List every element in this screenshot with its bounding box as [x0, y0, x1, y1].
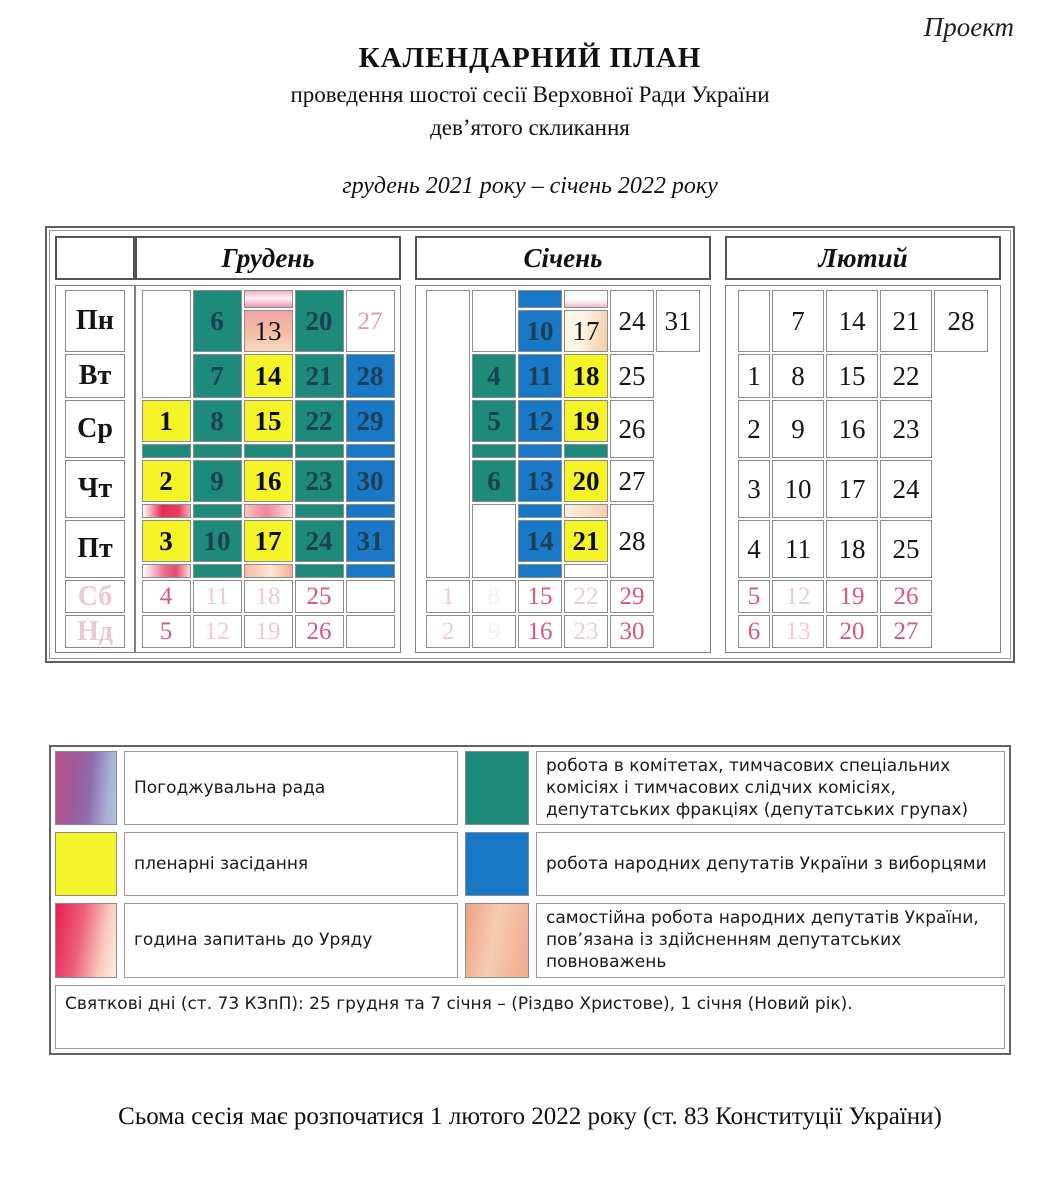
activity-band — [346, 504, 395, 518]
day-number: 20 — [572, 465, 600, 496]
activity-band — [244, 444, 293, 458]
day-number: 27 — [893, 618, 919, 645]
day-cell — [472, 615, 516, 648]
day-number: 5 — [159, 618, 173, 645]
day-number: 19 — [839, 583, 865, 610]
activity-band — [295, 564, 344, 578]
weekday-label-Чт: Чт — [65, 460, 125, 518]
month-header-february: Лютий — [725, 236, 1001, 280]
activity-band — [564, 444, 608, 458]
day-cell — [295, 520, 344, 562]
activity-band — [193, 444, 242, 458]
day-cell — [518, 615, 562, 648]
day-number: 28 — [947, 305, 975, 336]
day-cell — [880, 354, 932, 398]
calendar-table — [45, 226, 1015, 663]
day-cell — [518, 580, 562, 613]
day-number: 5 — [747, 583, 761, 610]
day-cell — [244, 580, 293, 613]
day-cell — [426, 615, 470, 648]
day-cell — [564, 520, 608, 562]
day-number: 23 — [892, 413, 920, 444]
day-number: 10 — [784, 473, 812, 504]
day-number: 15 — [527, 583, 553, 610]
activity-band — [142, 504, 191, 518]
day-number: 14 — [526, 525, 554, 556]
day-cell — [518, 400, 562, 442]
weekday-label-Нд: Нд — [65, 615, 125, 648]
day-number: 21 — [572, 525, 600, 556]
day-number: 8 — [210, 405, 224, 436]
page-title: КАЛЕНДАРНИЙ ПЛАН — [358, 42, 702, 74]
corner-box — [55, 236, 135, 280]
activity-band — [295, 504, 344, 518]
day-cell — [772, 400, 824, 458]
empty-cell — [142, 290, 191, 398]
day-number: 6 — [747, 618, 761, 645]
activity-band — [244, 564, 293, 578]
day-number: 11 — [785, 533, 811, 564]
holiday-note: Святкові дні (ст. 73 КЗпП): 25 грудня та 7 січня – (Різдво Христове), 1 січня (Новий рік). — [55, 985, 1005, 1049]
day-number: 20 — [839, 618, 865, 645]
day-number: 17 — [838, 473, 866, 504]
activity-band — [142, 444, 191, 458]
day-number: 29 — [356, 405, 384, 436]
month-header-december: Грудень — [135, 236, 401, 280]
day-number: 18 — [838, 533, 866, 564]
legend-swatch-plenary — [55, 832, 117, 896]
day-number: 21 — [892, 305, 920, 336]
activity-band — [346, 444, 395, 458]
day-number: 28 — [618, 525, 646, 556]
activity-band — [518, 504, 562, 518]
day-cell — [518, 354, 562, 398]
empty-cell — [472, 290, 516, 352]
day-cell — [826, 354, 878, 398]
day-number: 26 — [893, 583, 919, 610]
day-cell — [426, 580, 470, 613]
page-subtitle-line2: дев’ятого скликання — [430, 115, 630, 140]
column-separator — [401, 285, 415, 653]
column-separator — [711, 236, 725, 280]
day-number: 3 — [747, 473, 761, 504]
day-number: 24 — [305, 525, 333, 556]
day-cell — [142, 520, 191, 562]
day-number: 3 — [159, 525, 173, 556]
legend-label: робота в комітетах, тимчасових спеціальних комісіях і тимчасових слідчих комісіях, депутатських фракціях (депутатських групах) — [536, 751, 1005, 825]
day-number: 25 — [892, 533, 920, 564]
day-number: 11 — [527, 360, 553, 391]
day-cell — [826, 460, 878, 518]
day-cell — [772, 290, 824, 352]
day-cell — [518, 460, 562, 502]
day-cell — [244, 520, 293, 562]
day-cell — [564, 580, 608, 613]
day-cell — [193, 400, 242, 442]
day-number: 16 — [527, 618, 553, 645]
legend-swatch-independent-work — [465, 903, 529, 977]
day-number: 4 — [747, 533, 761, 564]
day-cell — [193, 290, 242, 352]
day-number: 24 — [618, 305, 646, 336]
day-cell — [564, 400, 608, 442]
day-number: 30 — [356, 465, 384, 496]
month-grid-february — [725, 285, 1001, 653]
day-cell — [244, 400, 293, 442]
legend-swatch-committee-work — [465, 751, 529, 825]
day-number: 21 — [305, 360, 333, 391]
day-number: 9 — [487, 618, 501, 645]
day-number: 15 — [838, 360, 866, 391]
day-cell — [934, 290, 988, 352]
column-separator — [711, 285, 725, 653]
day-cell — [772, 460, 824, 518]
day-cell — [772, 580, 824, 613]
day-number: 6 — [487, 465, 501, 496]
day-cell — [564, 310, 608, 352]
day-cell — [738, 400, 770, 458]
day-cell — [472, 580, 516, 613]
day-number: 14 — [838, 305, 866, 336]
day-cell — [610, 354, 654, 398]
day-cell — [564, 460, 608, 502]
legend-label: година запитань до Уряду — [124, 903, 458, 977]
day-number: 19 — [572, 405, 600, 436]
weekday-label-column — [55, 285, 135, 653]
month-header-january: Січень — [415, 236, 711, 280]
day-number: 24 — [892, 473, 920, 504]
legend-label: пленарні засідання — [124, 832, 458, 896]
activity-band — [244, 504, 293, 518]
day-number: 31 — [356, 525, 384, 556]
day-cell — [295, 615, 344, 648]
month-grid-december — [135, 285, 401, 653]
day-cell — [610, 400, 654, 458]
activity-band — [295, 444, 344, 458]
day-cell — [346, 400, 395, 442]
day-number: 17 — [254, 525, 282, 556]
weekday-label-Вт: Вт — [65, 354, 125, 398]
day-number: 22 — [892, 360, 920, 391]
day-number: 14 — [254, 360, 282, 391]
empty-cell — [738, 290, 770, 352]
activity-band — [346, 564, 395, 578]
activity-band — [472, 444, 516, 458]
legend-label: самостійна робота народних депутатів України, пов’язана із здійсненням депутатських повноважень — [536, 903, 1005, 977]
day-number: 1 — [159, 405, 173, 436]
day-number: 9 — [210, 465, 224, 496]
day-number: 25 — [306, 583, 332, 610]
day-number: 17 — [572, 315, 600, 346]
day-cell — [826, 400, 878, 458]
day-number: 6 — [210, 305, 224, 336]
empty-cell — [346, 580, 395, 613]
legend-label: робота народних депутатів України з виборцями — [536, 832, 1005, 896]
day-number: 18 — [572, 360, 600, 391]
day-number: 13 — [526, 465, 554, 496]
day-cell — [880, 615, 932, 648]
day-cell — [738, 520, 770, 578]
day-number: 26 — [306, 618, 332, 645]
day-cell — [880, 460, 932, 518]
activity-band — [564, 504, 608, 518]
day-number: 19 — [255, 618, 281, 645]
day-cell — [244, 615, 293, 648]
day-cell — [656, 290, 700, 352]
day-cell — [880, 520, 932, 578]
day-cell — [738, 354, 770, 398]
day-number: 23 — [305, 465, 333, 496]
weekday-label-Сб: Сб — [65, 580, 125, 613]
project-label: Проект — [923, 12, 1014, 42]
day-cell — [826, 290, 878, 352]
day-cell — [472, 460, 516, 502]
day-cell — [244, 354, 293, 398]
day-cell — [472, 400, 516, 442]
activity-band — [518, 564, 562, 578]
activity-band — [193, 564, 242, 578]
activity-band — [518, 444, 562, 458]
day-number: 7 — [210, 360, 224, 391]
day-number: 22 — [573, 583, 599, 610]
day-cell — [610, 504, 654, 578]
day-cell — [564, 615, 608, 648]
day-number: 12 — [204, 618, 230, 645]
day-cell — [346, 520, 395, 562]
day-number: 10 — [526, 315, 554, 346]
day-cell — [610, 615, 654, 648]
activity-band — [244, 290, 293, 308]
day-number: 13 — [254, 315, 282, 346]
empty-cell — [564, 564, 608, 578]
day-number: 31 — [664, 305, 692, 336]
empty-cell — [472, 504, 516, 578]
day-cell — [738, 580, 770, 613]
legend-label: Погоджувальна рада — [124, 751, 458, 825]
day-cell — [295, 354, 344, 398]
day-number: 16 — [254, 465, 282, 496]
weekday-label-Пт: Пт — [65, 520, 125, 578]
day-number: 23 — [573, 618, 599, 645]
day-number: 29 — [619, 583, 645, 610]
day-cell — [738, 615, 770, 648]
day-cell — [880, 400, 932, 458]
day-cell — [193, 520, 242, 562]
day-number: 8 — [487, 583, 501, 610]
day-cell — [826, 520, 878, 578]
empty-cell — [346, 615, 395, 648]
day-cell — [610, 460, 654, 502]
day-cell — [826, 580, 878, 613]
day-number: 28 — [356, 360, 384, 391]
weekday-label-Пн: Пн — [65, 290, 125, 352]
activity-band — [142, 564, 191, 578]
day-number: 2 — [441, 618, 455, 645]
empty-cell — [934, 354, 988, 648]
column-separator — [401, 236, 415, 280]
day-number: 9 — [791, 413, 805, 444]
day-cell — [346, 290, 395, 352]
month-grid-january — [415, 285, 711, 653]
day-cell — [518, 520, 562, 562]
activity-band — [518, 290, 562, 308]
day-number: 1 — [747, 360, 761, 391]
day-number: 12 — [785, 583, 811, 610]
day-cell — [472, 354, 516, 398]
page-subtitle-line1: проведення шостої сесії Верховної Ради України — [290, 82, 770, 107]
day-number: 10 — [203, 525, 231, 556]
day-number: 12 — [526, 405, 554, 436]
day-cell — [193, 460, 242, 502]
day-number: 4 — [159, 583, 173, 610]
day-cell — [772, 354, 824, 398]
day-number: 22 — [305, 405, 333, 436]
day-number: 1 — [441, 583, 455, 610]
weekday-label-Ср: Ср — [65, 400, 125, 458]
day-number: 4 — [487, 360, 501, 391]
day-cell — [738, 460, 770, 518]
day-number: 30 — [619, 618, 645, 645]
day-number: 8 — [791, 360, 805, 391]
day-cell — [142, 615, 191, 648]
empty-cell — [426, 290, 470, 578]
activity-band — [564, 290, 608, 308]
day-cell — [826, 615, 878, 648]
day-number: 25 — [618, 360, 646, 391]
empty-cell — [656, 354, 700, 648]
day-number: 27 — [618, 465, 646, 496]
day-cell — [244, 310, 293, 352]
day-number: 11 — [204, 583, 230, 610]
day-cell — [295, 400, 344, 442]
day-cell — [142, 400, 191, 442]
day-cell — [610, 580, 654, 613]
day-cell — [193, 615, 242, 648]
day-cell — [610, 290, 654, 352]
day-number: 15 — [254, 405, 282, 436]
day-cell — [880, 290, 932, 352]
footer-note: Сьома сесія має розпочатися 1 лютого 2022 року (ст. 83 Конституції України) — [118, 1102, 942, 1130]
activity-band — [193, 504, 242, 518]
day-number: 5 — [487, 405, 501, 436]
day-cell — [295, 460, 344, 502]
day-cell — [880, 580, 932, 613]
legend-table — [49, 745, 1011, 1055]
day-number: 27 — [357, 307, 383, 335]
day-cell — [346, 354, 395, 398]
day-cell — [142, 460, 191, 502]
day-number: 7 — [791, 305, 805, 336]
day-cell — [244, 460, 293, 502]
calendar-period: грудень 2021 року – січень 2022 року — [342, 173, 718, 199]
legend-swatch-work-with-voters — [465, 832, 529, 896]
day-number: 18 — [255, 583, 281, 610]
day-cell — [772, 520, 824, 578]
day-cell — [142, 580, 191, 613]
day-cell — [193, 580, 242, 613]
legend-swatch-conciliation-board — [55, 751, 117, 825]
day-cell — [346, 460, 395, 502]
day-number: 16 — [838, 413, 866, 444]
day-cell — [564, 354, 608, 398]
day-cell — [518, 310, 562, 352]
day-number: 2 — [159, 465, 173, 496]
day-cell — [295, 580, 344, 613]
day-cell — [772, 615, 824, 648]
day-number: 20 — [305, 305, 333, 336]
day-cell — [193, 354, 242, 398]
legend-swatch-question-hour — [55, 903, 117, 977]
day-cell — [295, 290, 344, 352]
day-number: 26 — [618, 413, 646, 444]
day-number: 13 — [785, 618, 811, 645]
day-number: 2 — [747, 413, 761, 444]
